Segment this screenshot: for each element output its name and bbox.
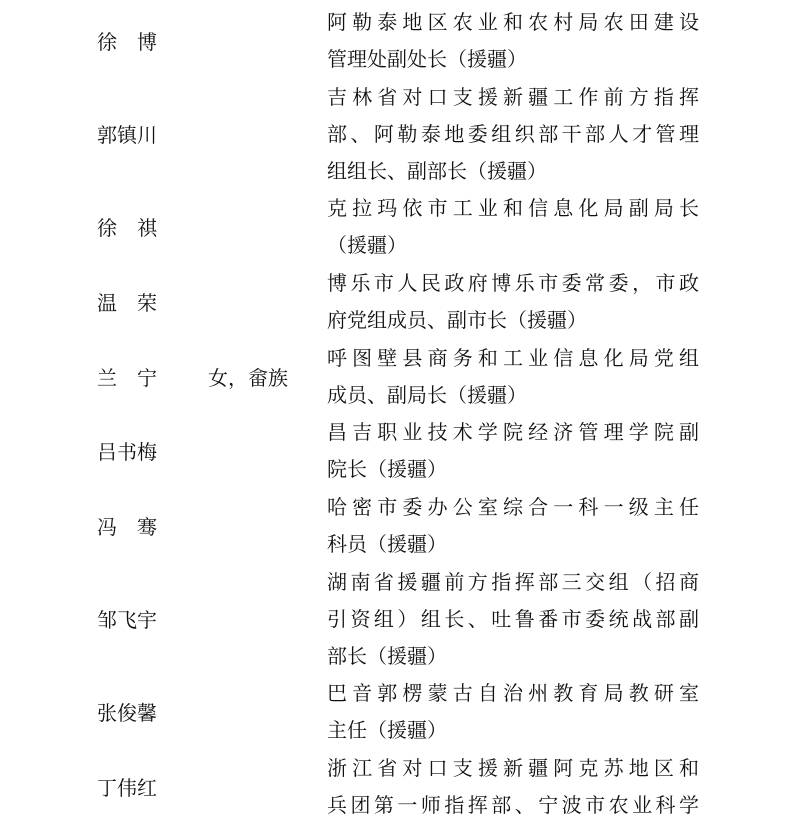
person-name: 张俊馨	[97, 701, 157, 725]
title-line: 呼图壁县商务和工业信息化局党组	[327, 346, 699, 370]
title-line: 巴音郭楞蒙古自治州教育局教研室	[327, 681, 699, 705]
title-line: 克拉玛依市工业和信息化局副局长	[327, 196, 699, 220]
person-title	[327, 340, 699, 414]
title-line: 成员、副局长（援疆）	[327, 383, 527, 407]
person-title	[327, 4, 699, 78]
title-line: 部长（援疆）	[327, 644, 447, 668]
title-line: 组组长、副部长（援疆）	[327, 159, 547, 183]
title-line: 吉林省对口支援新疆工作前方指挥	[327, 85, 699, 109]
title-line: 阿勒泰地区农业和农村局农田建设	[327, 10, 699, 34]
title-line: 引资组）组长、吐鲁番市委统战部副	[327, 607, 699, 631]
person-title	[327, 750, 699, 824]
person-title	[327, 675, 699, 749]
person-name: 兰 宁	[97, 366, 157, 390]
person-title	[327, 414, 699, 488]
title-line: 部、阿勒泰地委组织部干部人才管理	[327, 122, 699, 146]
title-line: 兵团第一师指挥部、宁波市农业科学	[327, 793, 699, 817]
title-line: 管理处副处长（援疆）	[327, 47, 527, 71]
title-line: 博乐市人民政府博乐市委常委，市政	[327, 271, 699, 295]
person-name: 徐 博	[97, 30, 157, 54]
title-line: 湖南省援疆前方指挥部三交组（招商	[327, 570, 699, 594]
person-name: 徐 祺	[97, 216, 157, 240]
person-name: 温 荣	[97, 291, 157, 315]
title-line: 院长（援疆）	[327, 457, 447, 481]
title-line: 哈密市委办公室综合一科一级主任	[327, 495, 699, 519]
person-note: 女，畲族	[208, 366, 288, 390]
person-name: 冯 骞	[97, 515, 157, 539]
person-title	[327, 265, 699, 339]
title-line: 科员（援疆）	[327, 532, 447, 556]
title-line: （援疆）	[327, 233, 407, 257]
person-name: 丁伟红	[97, 776, 157, 800]
person-title	[327, 79, 699, 190]
title-line: 浙江省对口支援新疆阿克苏地区和	[327, 756, 699, 780]
person-title	[327, 190, 699, 264]
title-line: 昌吉职业技术学院经济管理学院副	[327, 420, 699, 444]
person-name: 吕书梅	[97, 440, 157, 464]
person-name: 邹飞宇	[97, 608, 157, 632]
person-title	[327, 489, 699, 563]
person-name: 郭镇川	[97, 123, 157, 147]
person-title	[327, 564, 699, 675]
title-line: 府党组成员、副市长（援疆）	[327, 308, 587, 332]
title-line: 主任（援疆）	[327, 718, 447, 742]
